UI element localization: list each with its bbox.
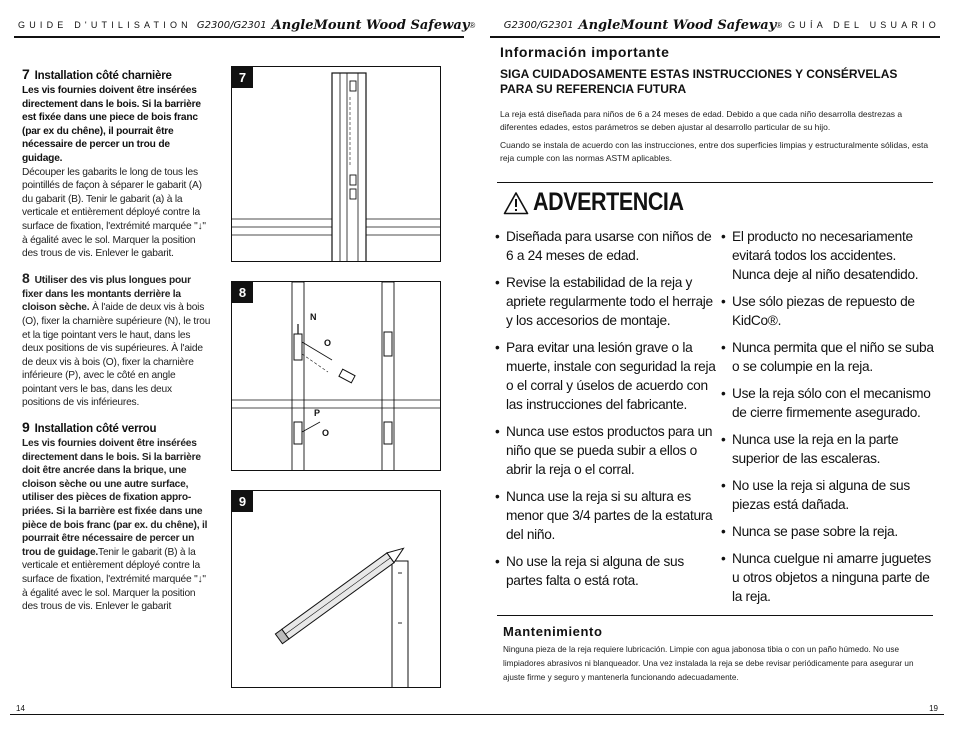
figure-number: 9	[232, 491, 253, 512]
model-number: G2300/G2301	[503, 19, 574, 31]
warning-item: • Use la reja sólo con el mecanismo de cierre firmemente asegurado.	[721, 384, 935, 422]
header-left	[18, 14, 475, 36]
header-rule-right	[490, 36, 940, 38]
figure-number: 8	[232, 282, 253, 303]
section-rule	[497, 182, 933, 183]
section-rule	[497, 615, 933, 616]
step-number: 9	[22, 419, 30, 436]
french-instructions	[22, 66, 212, 623]
marking-pencil-illustration	[232, 491, 441, 688]
figure-number: 7	[232, 67, 253, 88]
step-number: 7	[22, 66, 30, 82]
warning-item: • Diseñada para usarse con niños de 6 a 24 meses de edad.	[495, 227, 717, 265]
footer-rule	[10, 714, 944, 715]
step-warning: Utiliser des vis plus longues pour fixer dans les montants derrière la cloison sèche.	[22, 274, 191, 314]
step-warning: Les vis fournies doivent être insérées directement dans le bois. Si la barrière est fixée dans une piece de bois franc (par ex du chêne), il pourrait être nécessaire de percer un trou de guidage.	[22, 85, 201, 164]
warning-item: • Para evitar una lesión grave o la muerte, instale con seguridad la reja o el corral y úselos de acuerdo con las instrucciones del fabricante.	[495, 338, 717, 414]
warning-item: • Use sólo piezas de repuesto de KidCo®.	[721, 292, 935, 330]
part-label-n: N	[310, 312, 317, 322]
figure-8	[231, 281, 441, 471]
step-9	[22, 419, 212, 614]
step-text: Tenir le gabarit (B) à la verticale et entièrement déployé contre la surface de fixation, l'extrémité marquée "↓" à égalité avec le sol. Marquer la position des trous de vis. Enlever le gabarit	[22, 546, 206, 613]
registered-mark: ®	[469, 20, 476, 30]
warning-triangle-icon	[503, 191, 529, 215]
warning-item: • Nunca use estos productos para un niño que se pueda subir a ellos o abrir la reja o el corral.	[495, 422, 717, 479]
figure-9	[231, 490, 441, 688]
warning-item: • Nunca use la reja en la parte superior de las escaleras.	[721, 430, 935, 468]
step-text: Découper les gabarits le long de tous les pointillés de façon à séparer le gabarit (A) du gabarit (B). Tenir le gabarit (a) à la verticale et entièrement déployé contre la surface de fixation, l'extrémité marquée "↓" à égalité avec le sol. Marquer la position des trous de vis. Enlever le gabarit.	[22, 166, 206, 260]
step-text: À l'aide de deux vis à bois (O), fixer la charnière supérieure (N), le trou et la tige pointant vers le haut, dans les deux positions de vis supérieures. À l'aide de deux vis à bois (O), fixer la charnière inférieure (P), avec le côté en angle pointant vers le bas, dans les deux positions de vis inférieures.	[22, 302, 211, 409]
header-right	[499, 14, 940, 36]
part-label-o: O	[324, 338, 332, 348]
brand-logo: AngleMount Wood Safeway	[271, 17, 470, 33]
hinge-side-illustration	[232, 67, 441, 262]
registered-mark: ®	[776, 20, 783, 30]
important-info-title: Información importante	[500, 44, 670, 60]
warning-list-right	[721, 227, 935, 614]
guide-title-es: GUÍA DEL USUARIO	[788, 20, 940, 30]
step-warning: Les vis fournies doivent être insérées directement dans le bois. Si la barrière doit être ancrée dans la brique, une cloison sèche ou une autre surface, utiliser des pièces de fixation appro-priées. Si la barrière est fixée dans une pièce de bois franc (par ex. du chêne), il pourrait être nécessaire de percer un trou de guidage.	[22, 438, 208, 558]
warning-item: • No use la reja si alguna de sus piezas está dañada.	[721, 476, 935, 514]
warning-item: • Revise la estabilidad de la reja y apriete regularmente todo el herraje y los accesorios de montaje.	[495, 273, 717, 330]
part-label-o: O	[322, 428, 330, 438]
page-number-left: 14	[16, 704, 25, 713]
warning-item: • Nunca permita que el niño se suba o se columpie en la reja.	[721, 338, 935, 376]
model-number: G2300/G2301	[196, 19, 267, 31]
step-7	[22, 66, 212, 261]
step-8	[22, 270, 212, 410]
warning-item: • El producto no necesariamente evitará todos los accidentes. Nunca deje al niño desatendido.	[721, 227, 935, 284]
keep-instructions-notice: SIGA CUIDADOSAMENTE ESTAS INSTRUCCIONES Y CONSÉRVELAS PARA SU REFERENCIA FUTURA	[500, 67, 898, 96]
step-title: Installation côté verrou	[34, 423, 157, 436]
maintenance-text: Ninguna pieza de la reja requiere lubricación. Limpie con agua jabonosa tibia o con un paño húmedo. No use limpiadores abrasivos ni blanqueador. Una vez instalada la reja se debe revisar periódicamente para asegurar un ajuste firme y seguro y mantenerla funcionando adecuadamente.	[503, 645, 914, 682]
guide-title-fr: GUIDE D'UTILISATION	[18, 20, 192, 30]
header-rule-left	[14, 36, 464, 38]
warning-item: • Nunca use la reja si su altura es menor que 3/4 partes de la estatura del niño.	[495, 487, 717, 544]
page-number-right: 19	[929, 704, 938, 713]
warning-heading	[503, 188, 708, 217]
warning-item: • No use la reja si alguna de sus partes falta o está rota.	[495, 552, 717, 590]
warning-item: • Nunca cuelgue ni amarre juguetes u otros objetos a ninguna parte de la reja.	[721, 549, 935, 606]
hinge-screw-illustration	[232, 282, 441, 471]
figure-7	[231, 66, 441, 262]
brand-logo: AngleMount Wood Safeway	[578, 17, 777, 33]
astm-paragraph: Cuando se instala de acuerdo con las instrucciones, entre dos superficies limpias y estructuralmente sólidas, esta reja cumple con las normas ASTM aplicables.	[500, 140, 929, 163]
step-number: 8	[22, 269, 30, 286]
warning-title: ADVERTENCIA	[533, 188, 684, 216]
part-label-p: P	[314, 408, 321, 418]
warning-item: • Nunca se pase sobre la reja.	[721, 522, 935, 541]
warning-list-left	[495, 227, 717, 598]
step-title: Installation côté charnière	[34, 70, 172, 82]
maintenance-title: Mantenimiento	[503, 624, 603, 639]
age-info-paragraph: La reja está diseñada para niños de 6 a 24 meses de edad. Debido a que cada niño desarrolla destrezas a diferentes edades, estos parámetros se deben ajustar al desarrollo particular de su hijo.	[500, 109, 903, 132]
